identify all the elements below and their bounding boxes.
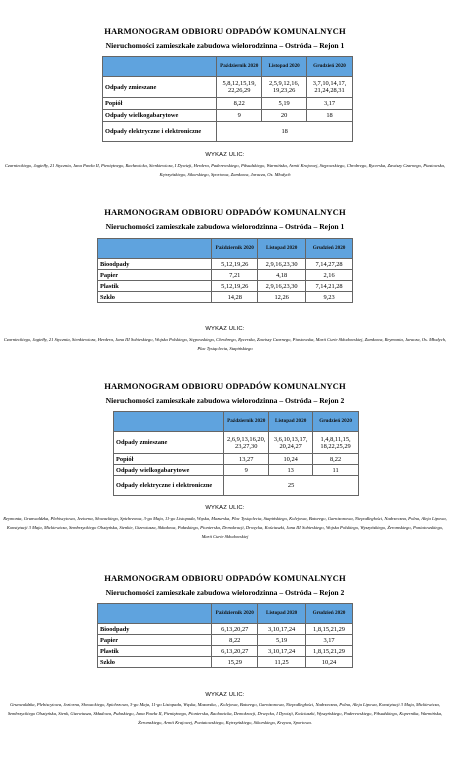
column-header: Grudzień 2020 (306, 239, 353, 259)
cell-value: 8,22 (217, 98, 262, 110)
row-label: Papier (98, 635, 212, 646)
table-row (103, 98, 353, 110)
column-header: Listopad 2020 (258, 239, 306, 259)
schedule-table (113, 411, 359, 496)
row-label: Odpady wielkogabarytowe (114, 465, 224, 476)
row-label: Bioodpady (98, 259, 212, 270)
cell-value: 3,17 (306, 635, 353, 646)
row-label: Plastik (98, 646, 212, 657)
cell-value: 12,26 (258, 292, 306, 303)
column-header: Październik 2020 (212, 604, 258, 624)
streets-list: Czarnieckiego, Jagiełły, 21 Stycznia, Sienkiewicza, Herdera, Jana III Sobieskiego, Wojska Polskiego, Stępowskiego, Chrobrego, Rycerska, Zawiszy Czarnego, Piastowska, Marii Curie Skłodowskiej, Zamkowa, Reymonta, Jaracza, Os. Młodych, Plac Tysiąclecia, Stapińskiego (3, 337, 447, 351)
row-label: Odpady zmieszane (114, 432, 224, 454)
cell-value: 13,27 (224, 454, 269, 465)
cell-value: 10,24 (269, 454, 313, 465)
table-row (98, 292, 353, 303)
cell-value: 2,9,16,23,30 (258, 259, 306, 270)
table-row (98, 270, 353, 281)
table-row (98, 635, 353, 646)
streets-list: Reymonta, Grunwaldzka, Plebiscytowa, Jeziorna, Słowackiego, Spichrzowa, 3-go Maja, 11-go Listopada, Wąska, Mazurska, Plac Tysiąclecia, Stapińskiego, Kolejowa, Batorego, Garnizonowa, Niepodległości, Nadrzeczna, Polna, Aleja Lipowa, Konstytucji 3 Maja, Mickiewicza, Sembrzyckiego Olsztyńska, Sienkie, Gizewiusza, Składowa, Pułaskiego, Pionierska, Demokracji, Drwęcka, Kościuszki, Jana III Sobieskiego, Wojska Polskiego, Wyszyńskiego, Żeromskiego, Poniatowskiego, Marii Curie Skłodowskiej (3, 516, 447, 539)
cell-value: 5,19 (258, 635, 306, 646)
table-row (98, 281, 353, 292)
table-header-blank (98, 604, 212, 624)
table-row (114, 454, 359, 465)
cell-value: 3,6,10,13,17, 20,24,27 (269, 432, 313, 454)
column-header: Listopad 2020 (258, 604, 306, 624)
schedule-table (97, 238, 353, 303)
column-header: Grudzień 2020 (306, 604, 353, 624)
cell-value: 13 (269, 465, 313, 476)
cell-value: 18 (307, 110, 353, 122)
table-row (98, 657, 353, 668)
row-label: Odpady elektryczne i elektroniczne (114, 476, 224, 496)
cell-value: 7,14,27,28 (306, 259, 353, 270)
table-row (103, 110, 353, 122)
cell-value: 3,10,17,24 (258, 646, 306, 657)
table-row (114, 476, 359, 496)
cell-value: 2,16 (306, 270, 353, 281)
row-label: Odpady zmieszane (103, 77, 217, 98)
cell-value: 3,7,10,14,17, 21,24,28,31 (307, 77, 353, 98)
cell-value: 3,17 (307, 98, 353, 110)
table-row (103, 122, 353, 142)
cell-value: 1,8,15,21,29 (306, 624, 353, 635)
streets-list: Czarnieckiego, Jagiełły, 21 Stycznia, Jana Pawła II, Pieniężnego, Racławicka, Sienkiewicza, I Dywizji, Herdera, Paderewskiego, Piłsudskiego, Warmińska, Armii Krajowej, Stępowskiego, Chrobrego, Rycerska, Zawiszy Czarnego, Piastowska, Kętrzyńskiego, Sikorskiego, Sportowa, Zamkowa, Jaracza, Os. Młodych (4, 163, 446, 177)
row-label: Popiół (114, 454, 224, 465)
row-label: Szkło (98, 657, 212, 668)
table-row (103, 77, 353, 98)
streets-heading: WYKAZ ULIC: (205, 692, 245, 698)
merged-cell-value: 18 (217, 122, 353, 142)
column-header: Grudzień 2020 (307, 57, 353, 77)
column-header: Listopad 2020 (269, 412, 313, 432)
section-subtitle: Nieruchomości zamieszkałe zabudowa wielorodzinna – Ostróda – Rejon 1 (105, 41, 345, 50)
section-title: HARMONOGRAM ODBIORU ODPADÓW KOMUNALNYCH (104, 26, 346, 36)
cell-value: 5,8,12,15,19, 22,26,29 (217, 77, 262, 98)
cell-value: 6,13,20,27 (212, 646, 258, 657)
section-title: HARMONOGRAM ODBIORU ODPADÓW KOMUNALNYCH (104, 207, 346, 217)
section-subtitle: Nieruchomości zamieszkałe zabudowa wielorodzinna – Ostróda – Rejon 2 (105, 588, 345, 597)
row-label: Odpady wielkogabarytowe (103, 110, 217, 122)
table-row (114, 432, 359, 454)
cell-value: 9,23 (306, 292, 353, 303)
column-header: Październik 2020 (217, 57, 262, 77)
section-title: HARMONOGRAM ODBIORU ODPADÓW KOMUNALNYCH (104, 573, 346, 583)
schedule-table (97, 603, 353, 668)
column-header: Listopad 2020 (262, 57, 307, 77)
table-header-blank (98, 239, 212, 259)
row-label: Papier (98, 270, 212, 281)
table-header-blank (114, 412, 224, 432)
cell-value: 1,4,8,11,15, 18,22,25,29 (313, 432, 359, 454)
cell-value: 2,6,9,13,16,20, 23,27,30 (224, 432, 269, 454)
table-row (114, 465, 359, 476)
cell-value: 20 (262, 110, 307, 122)
cell-value: 9 (217, 110, 262, 122)
merged-cell-value: 25 (224, 476, 359, 496)
cell-value: 11 (313, 465, 359, 476)
row-label: Plastik (98, 281, 212, 292)
cell-value: 8,22 (212, 635, 258, 646)
table-row (98, 646, 353, 657)
column-header: Październik 2020 (224, 412, 269, 432)
cell-value: 9 (224, 465, 269, 476)
cell-value: 2,9,16,23,30 (258, 281, 306, 292)
cell-value: 10,24 (306, 657, 353, 668)
cell-value: 5,19 (262, 98, 307, 110)
cell-value: 1,8,15,21,29 (306, 646, 353, 657)
table-row (98, 624, 353, 635)
section-subtitle: Nieruchomości zamieszkałe zabudowa wielorodzinna – Ostróda – Rejon 2 (105, 396, 345, 405)
streets-heading: WYKAZ ULIC: (205, 505, 245, 511)
row-label: Popiół (103, 98, 217, 110)
cell-value: 5,12,19,26 (212, 259, 258, 270)
cell-value: 8,22 (313, 454, 359, 465)
streets-heading: WYKAZ ULIC: (205, 152, 245, 158)
cell-value: 15,29 (212, 657, 258, 668)
section-subtitle: Nieruchomości zamieszkałe zabudowa wielorodzinna – Ostróda – Rejon 1 (105, 222, 345, 231)
cell-value: 2,5,9,12,16, 19,23,26 (262, 77, 307, 98)
cell-value: 6,13,20,27 (212, 624, 258, 635)
cell-value: 4,18 (258, 270, 306, 281)
schedule-table (102, 56, 353, 142)
column-header: Grudzień 2020 (313, 412, 359, 432)
cell-value: 5,12,19,26 (212, 281, 258, 292)
cell-value: 3,10,17,24 (258, 624, 306, 635)
section-title: HARMONOGRAM ODBIORU ODPADÓW KOMUNALNYCH (104, 381, 346, 391)
row-label: Szkło (98, 292, 212, 303)
cell-value: 14,28 (212, 292, 258, 303)
streets-list: Grunwaldzka, Plebiscytowa, Jeziorna, Słowackiego, Spichrzowa, 3-go Maja, 11-go Listopada, Wąska, Mazurska, , Kolejowa, Batorego, Garnizonowa, Niepodległości, Nadrzeczna, Polna, Aleja Lipowa, Konstytucji 3 Maja, Mickiewicza, Sembrzyckiego Olsztyńska, Sienk, Gizewiusza, Składowa, Pułaskiego, Jana Pawła II, Pieniężnego, Pionierska, Racławicka, Demokracji, Drwęcka, I Dywizji, Kościuszki, Wyszyńskiego, Paderewskiego, Piłsudskiego, Kopernika, Warmińska, Żeromskiego, Armii Krajowej, Poniatowskiego, Kętrzyńskiego, Sikorskiego, Krzywa, Sportowa. (7, 702, 443, 725)
cell-value: 11,25 (258, 657, 306, 668)
row-label: Odpady elektryczne i elektroniczne (103, 122, 217, 142)
row-label: Bioodpady (98, 624, 212, 635)
table-header-blank (103, 57, 217, 77)
cell-value: 7,14,21,28 (306, 281, 353, 292)
table-row (98, 259, 353, 270)
streets-heading: WYKAZ ULIC: (205, 326, 245, 332)
cell-value: 7,21 (212, 270, 258, 281)
column-header: Październik 2020 (212, 239, 258, 259)
